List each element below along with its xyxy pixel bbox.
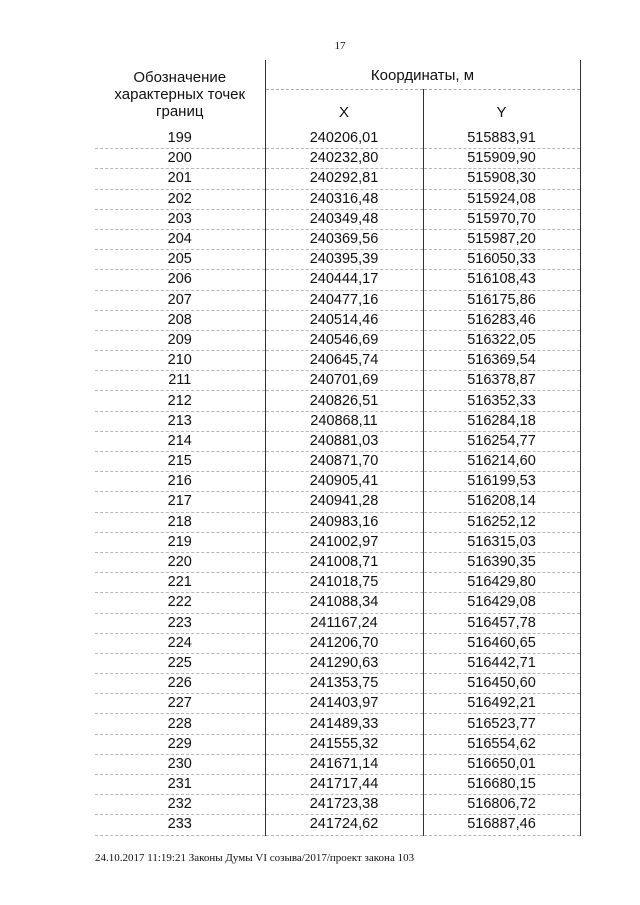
y-coordinate-cell: 516554,62 (423, 734, 580, 754)
y-coordinate-cell: 516429,08 (423, 593, 580, 613)
x-coordinate-cell: 240546,69 (265, 330, 423, 350)
x-coordinate-cell: 240868,11 (265, 411, 423, 431)
point-cell: 218 (95, 512, 265, 532)
x-coordinate-cell: 241206,70 (265, 633, 423, 653)
point-cell: 229 (95, 734, 265, 754)
y-coordinate-cell: 516050,33 (423, 250, 580, 270)
y-coordinate-cell: 516680,15 (423, 775, 580, 795)
y-coordinate-cell: 516650,01 (423, 754, 580, 774)
y-coordinate-cell: 515909,90 (423, 149, 580, 169)
y-coordinate-cell: 516523,77 (423, 714, 580, 734)
table-row (95, 492, 580, 512)
point-cell: 212 (95, 391, 265, 411)
y-coordinate-cell: 516442,71 (423, 653, 580, 673)
table-row (95, 653, 580, 673)
table-row (95, 351, 580, 371)
coordinates-table (95, 60, 581, 836)
table-row (95, 411, 580, 431)
x-header: X (265, 90, 423, 130)
point-cell: 223 (95, 613, 265, 633)
x-coordinate-cell: 240514,46 (265, 310, 423, 330)
y-coordinate-cell: 516254,77 (423, 431, 580, 451)
x-coordinate-cell: 240477,16 (265, 290, 423, 310)
y-header: Y (423, 90, 580, 130)
point-designation-header: Обозначение характерных точек границ (114, 69, 246, 120)
point-cell: 214 (95, 431, 265, 451)
x-coordinate-cell: 240983,16 (265, 512, 423, 532)
y-coordinate-cell: 516806,72 (423, 795, 580, 815)
page-number: 17 (334, 40, 346, 52)
point-cell: 203 (95, 209, 265, 229)
table-row (95, 573, 580, 593)
point-cell: 208 (95, 310, 265, 330)
y-coordinate-cell: 516315,03 (423, 532, 580, 552)
y-coordinate-cell: 516175,86 (423, 290, 580, 310)
point-cell: 227 (95, 694, 265, 714)
table-row (95, 391, 580, 411)
y-coordinate-cell: 516450,60 (423, 674, 580, 694)
table-row (95, 209, 580, 229)
table-row (95, 250, 580, 270)
y-coordinate-cell: 516214,60 (423, 452, 580, 472)
point-cell: 202 (95, 189, 265, 209)
table-row (95, 754, 580, 774)
x-coordinate-cell: 241723,38 (265, 795, 423, 815)
y-coordinate-cell: 516352,33 (423, 391, 580, 411)
y-coordinate-cell: 516492,21 (423, 694, 580, 714)
point-cell: 200 (95, 149, 265, 169)
x-coordinate-cell: 241088,34 (265, 593, 423, 613)
x-coordinate-cell: 241724,62 (265, 815, 423, 835)
x-coordinate-cell: 240905,41 (265, 472, 423, 492)
x-coordinate-cell: 240444,17 (265, 270, 423, 290)
y-coordinate-cell: 516252,12 (423, 512, 580, 532)
table-row (95, 290, 580, 310)
x-coordinate-cell: 240941,28 (265, 492, 423, 512)
table-row (95, 552, 580, 572)
x-coordinate-cell: 240349,48 (265, 209, 423, 229)
point-cell: 206 (95, 270, 265, 290)
point-cell: 219 (95, 532, 265, 552)
table-row (95, 472, 580, 492)
document-footer: 24.10.2017 11:19:21 Законы Думы VI созыва/2017/проект закона 103 (95, 852, 415, 864)
coordinates-header: Координаты, м (265, 60, 580, 90)
point-cell: 207 (95, 290, 265, 310)
y-coordinate-cell: 516369,54 (423, 351, 580, 371)
point-cell: 232 (95, 795, 265, 815)
x-coordinate-cell: 241671,14 (265, 754, 423, 774)
y-coordinate-cell: 516108,43 (423, 270, 580, 290)
table-row (95, 613, 580, 633)
point-cell: 226 (95, 674, 265, 694)
x-coordinate-cell: 240871,70 (265, 452, 423, 472)
coordinates-table-container (95, 60, 580, 836)
table-row (95, 674, 580, 694)
y-coordinate-cell: 515924,08 (423, 189, 580, 209)
x-coordinate-cell: 241717,44 (265, 775, 423, 795)
point-cell: 216 (95, 472, 265, 492)
table-row (95, 532, 580, 552)
x-coordinate-cell: 241489,33 (265, 714, 423, 734)
x-coordinate-cell: 240232,80 (265, 149, 423, 169)
table-row (95, 795, 580, 815)
y-coordinate-cell: 515970,70 (423, 209, 580, 229)
table-row (95, 815, 580, 835)
point-cell: 231 (95, 775, 265, 795)
y-coordinate-cell: 516322,05 (423, 330, 580, 350)
y-coordinate-cell: 516887,46 (423, 815, 580, 835)
table-row (95, 270, 580, 290)
table-body (95, 129, 580, 835)
y-coordinate-cell: 516199,53 (423, 472, 580, 492)
point-cell: 213 (95, 411, 265, 431)
point-cell: 199 (95, 129, 265, 149)
point-cell: 204 (95, 229, 265, 249)
x-coordinate-cell: 241167,24 (265, 613, 423, 633)
point-cell: 205 (95, 250, 265, 270)
x-coordinate-cell: 241018,75 (265, 573, 423, 593)
table-row (95, 189, 580, 209)
y-coordinate-cell: 516457,78 (423, 613, 580, 633)
point-cell: 217 (95, 492, 265, 512)
y-coordinate-cell: 516208,14 (423, 492, 580, 512)
table-row (95, 714, 580, 734)
table-row (95, 129, 580, 149)
point-cell: 215 (95, 452, 265, 472)
table-row (95, 775, 580, 795)
point-cell: 225 (95, 653, 265, 673)
table-row (95, 310, 580, 330)
point-cell: 228 (95, 714, 265, 734)
table-row (95, 694, 580, 714)
x-coordinate-cell: 241008,71 (265, 552, 423, 572)
x-coordinate-cell: 240701,69 (265, 371, 423, 391)
point-cell: 201 (95, 169, 265, 189)
x-coordinate-cell: 241353,75 (265, 674, 423, 694)
table-row (95, 593, 580, 613)
point-cell: 230 (95, 754, 265, 774)
x-coordinate-cell: 240316,48 (265, 189, 423, 209)
table-row (95, 149, 580, 169)
y-coordinate-cell: 515883,91 (423, 129, 580, 149)
table-row (95, 169, 580, 189)
x-coordinate-cell: 240369,56 (265, 229, 423, 249)
point-cell: 222 (95, 593, 265, 613)
point-cell: 210 (95, 351, 265, 371)
y-coordinate-cell: 516284,18 (423, 411, 580, 431)
x-coordinate-cell: 241002,97 (265, 532, 423, 552)
x-coordinate-cell: 240395,39 (265, 250, 423, 270)
x-coordinate-cell: 240292,81 (265, 169, 423, 189)
y-coordinate-cell: 515908,30 (423, 169, 580, 189)
point-cell: 221 (95, 573, 265, 593)
y-coordinate-cell: 515987,20 (423, 229, 580, 249)
y-coordinate-cell: 516390,35 (423, 552, 580, 572)
point-cell: 209 (95, 330, 265, 350)
point-cell: 211 (95, 371, 265, 391)
y-coordinate-cell: 516378,87 (423, 371, 580, 391)
x-coordinate-cell: 241403,97 (265, 694, 423, 714)
table-row (95, 633, 580, 653)
x-coordinate-cell: 241290,63 (265, 653, 423, 673)
table-row (95, 371, 580, 391)
x-coordinate-cell: 240206,01 (265, 129, 423, 149)
x-coordinate-cell: 241555,32 (265, 734, 423, 754)
table-row (95, 512, 580, 532)
point-cell: 220 (95, 552, 265, 572)
table-row (95, 734, 580, 754)
x-coordinate-cell: 240826,51 (265, 391, 423, 411)
y-coordinate-cell: 516460,65 (423, 633, 580, 653)
x-coordinate-cell: 240645,74 (265, 351, 423, 371)
point-cell: 233 (95, 815, 265, 835)
table-row (95, 431, 580, 451)
table-row (95, 452, 580, 472)
y-coordinate-cell: 516429,80 (423, 573, 580, 593)
x-coordinate-cell: 240881,03 (265, 431, 423, 451)
table-row (95, 330, 580, 350)
y-coordinate-cell: 516283,46 (423, 310, 580, 330)
point-cell: 224 (95, 633, 265, 653)
table-row (95, 229, 580, 249)
